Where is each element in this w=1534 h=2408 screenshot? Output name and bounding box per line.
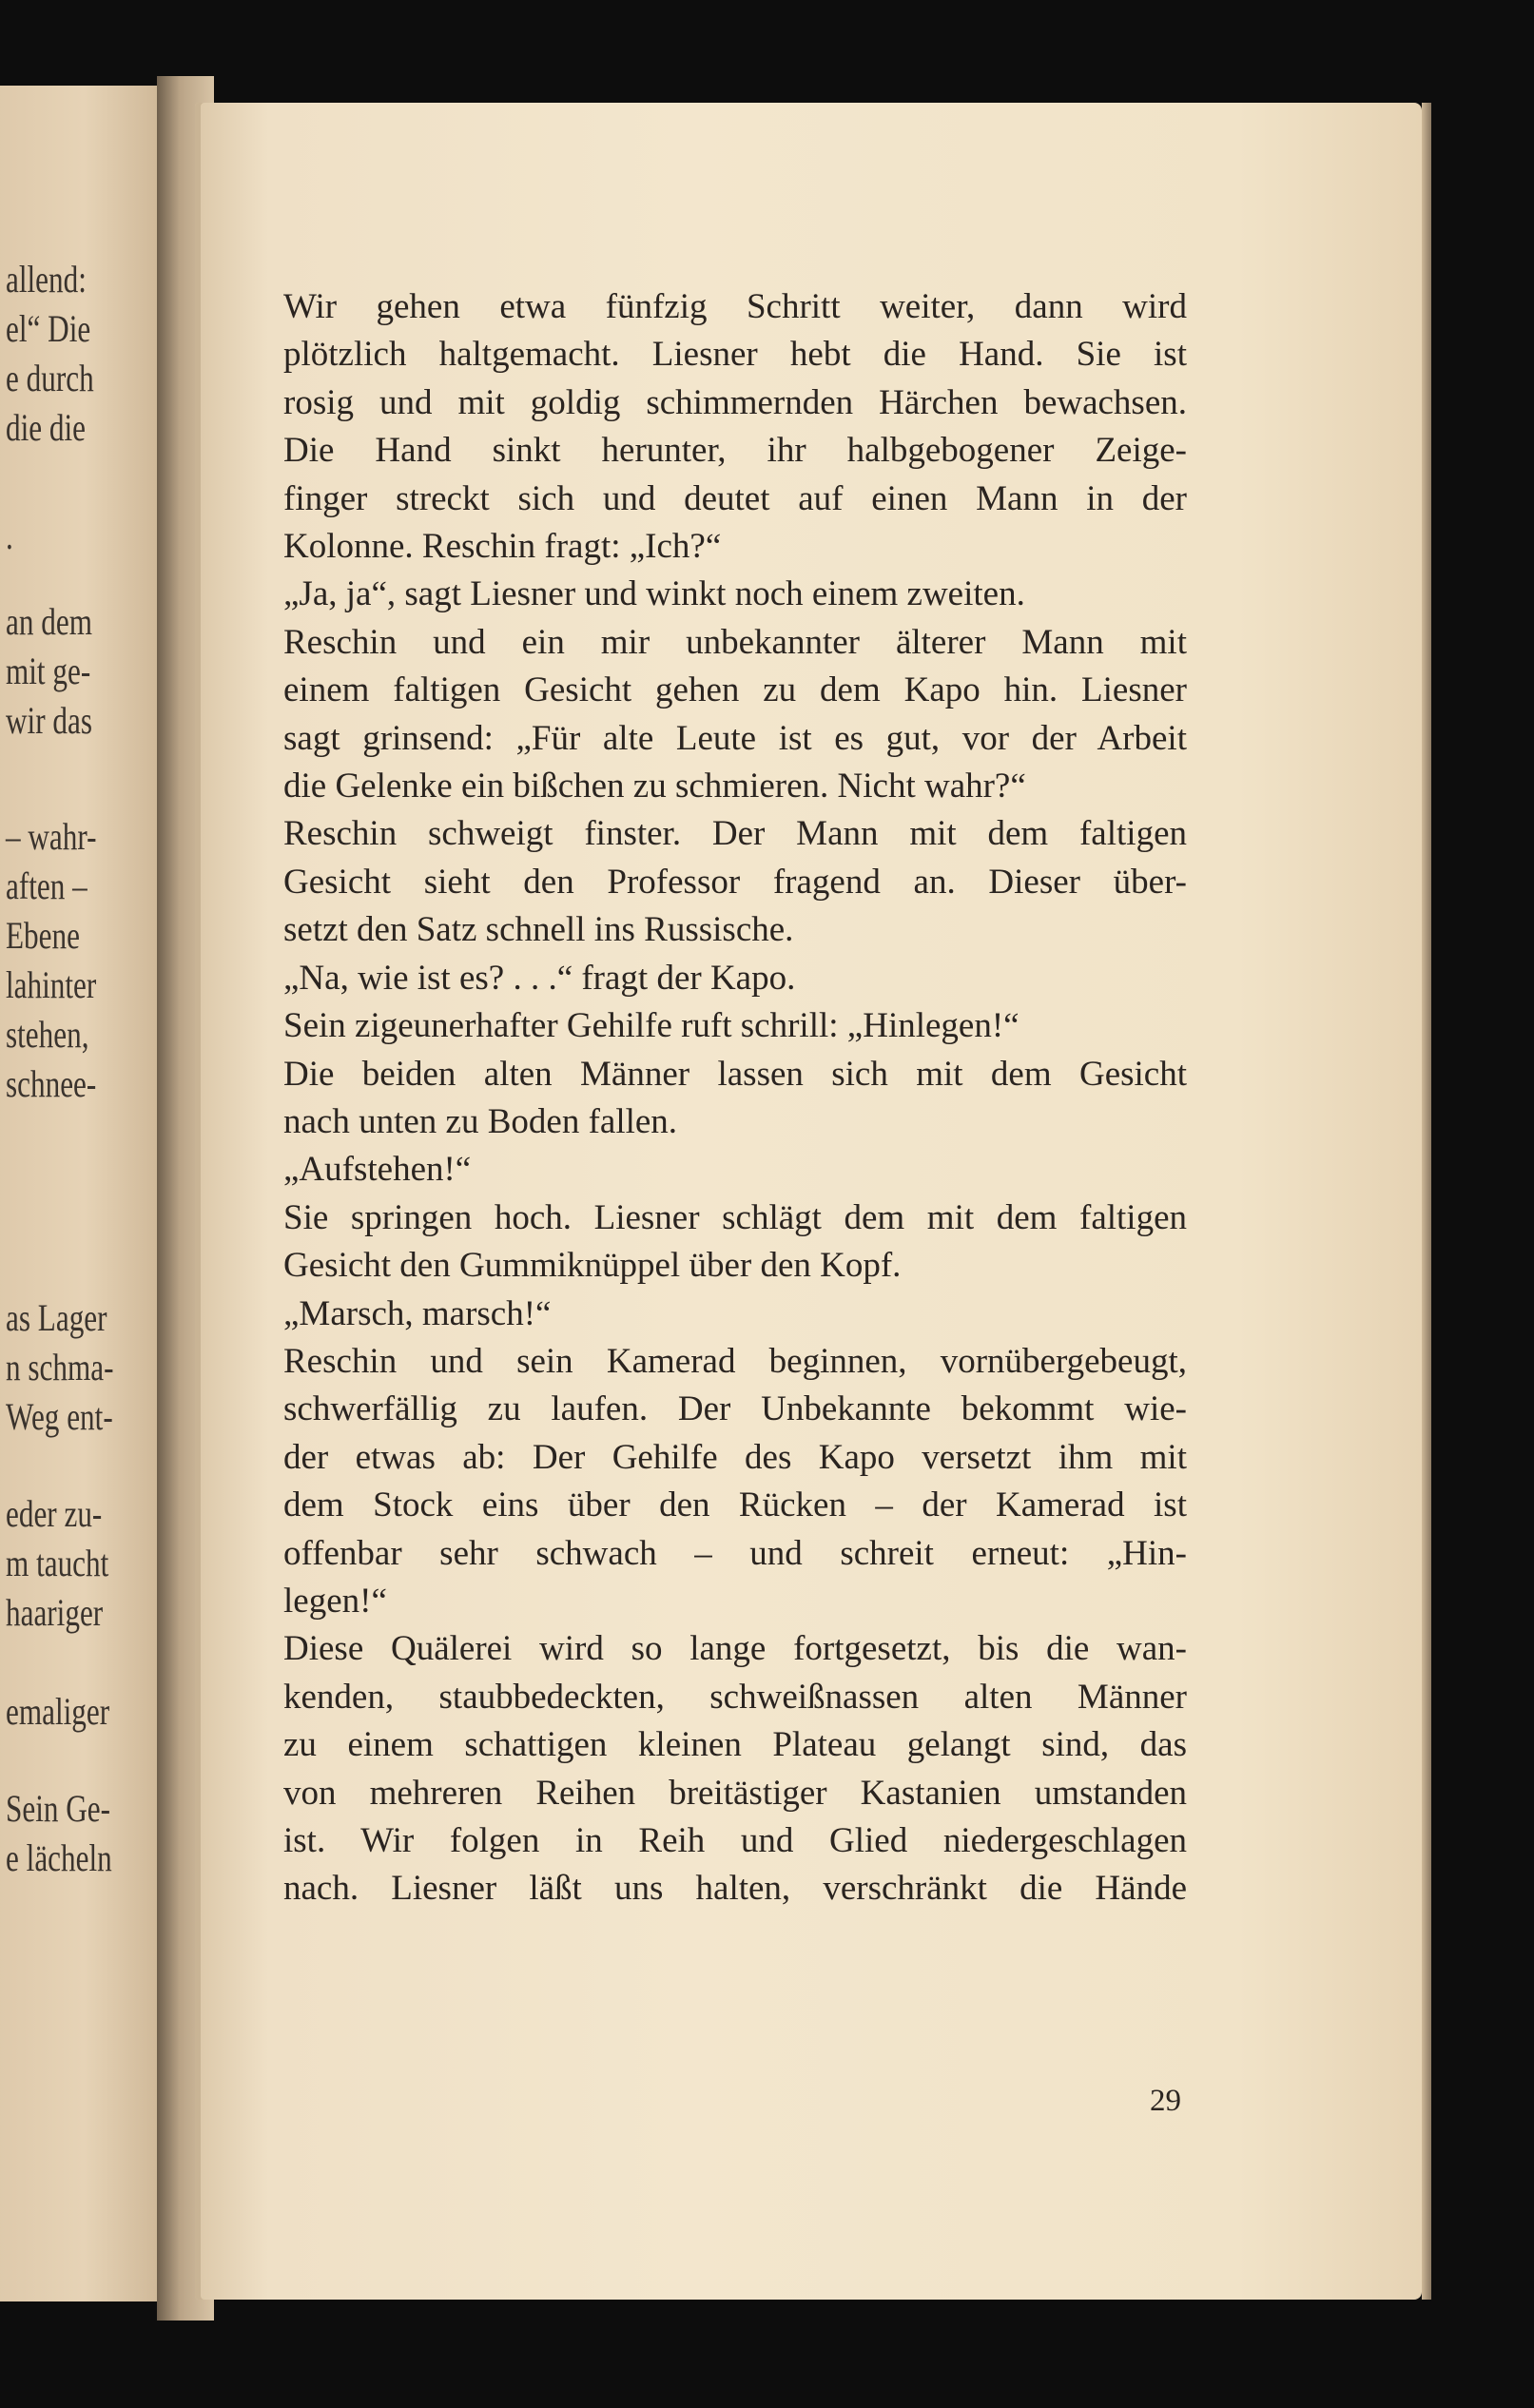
page-edge [1422,103,1431,2300]
left-page-fragment: wir das [6,699,92,742]
text-line: „Aufstehen!“ [283,1150,472,1190]
left-page-fragment: n schma- [6,1346,114,1388]
text-line: Wir gehen etwa fünfzig Schritt weiter, dann wird [283,287,1187,326]
left-page-fragment: haariger [6,1591,104,1634]
left-page-fragment: m taucht [6,1542,109,1584]
text-line: kenden, staubbedeckten, schweißnassen alten Männer [283,1677,1187,1717]
text-line: ist. Wir folgen in Reih und Glied niedergeschlagen [283,1821,1187,1860]
left-page-fragment: eder zu- [6,1492,103,1535]
text-line: „Ja, ja“, sagt Liesner und winkt noch einem zweiten. [283,574,1025,614]
text-line: rosig und mit goldig schimmernden Härchen bewachsen. [283,382,1187,422]
left-page-fragment: Ebene [6,914,80,957]
text-line: setzt den Satz schnell ins Russische. [283,910,794,950]
text-line: Die Hand sinkt herunter, ihr halbgebogener Zeige- [283,431,1187,471]
text-line: einem faltigen Gesicht gehen zu dem Kapo hin. Liesner [283,670,1187,710]
text-line: von mehreren Reihen breitästiger Kastanien umstanden [283,1773,1187,1813]
body-text [283,283,1187,1913]
text-line: Reschin und ein mir unbekannter älterer Mann mit [283,622,1187,662]
left-page-fragment: Weg ent- [6,1395,113,1438]
left-page-fragment: allend: [6,258,87,301]
text-line: finger streckt sich und deutet auf einen Mann in der [283,478,1187,518]
left-page-fragment: el“ Die [6,307,91,350]
left-page-fragment: an dem [6,600,92,643]
text-line: Sie springen hoch. Liesner schlägt dem mit dem faltigen [283,1197,1187,1237]
text-line: plötzlich haltgemacht. Liesner hebt die Hand. Sie ist [283,335,1187,375]
text-line: „Marsch, marsch!“ [283,1293,552,1333]
left-page-fragment: mit ge- [6,650,91,692]
left-page-fragment: e durch [6,357,94,399]
text-line: nach unten zu Boden fallen. [283,1101,678,1141]
left-page-fragment: emaliger [6,1690,110,1733]
text-line: nach. Liesner läßt uns halten, verschränkt die Hände [283,1869,1187,1909]
text-line: schwerfällig zu laufen. Der Unbekannte bekommt wie- [283,1389,1187,1429]
left-page-fragment: as Lager [6,1296,107,1339]
left-page-fragment: stehen, [6,1013,89,1056]
text-line: sagt grinsend: „Für alte Leute ist es gut, vor der Arbeit [283,718,1187,758]
text-line: Diese Quälerei wird so lange fortgesetzt, bis die wan- [283,1629,1187,1669]
left-page-fragment: schnee- [6,1062,97,1105]
current-page [195,103,1422,2300]
text-line: Kolonne. Reschin fragt: „Ich?“ [283,527,722,567]
text-line: zu einem schattigen kleinen Plateau gelangt sind, das [283,1725,1187,1765]
text-line: Gesicht den Gummiknüppel über den Kopf. [283,1246,902,1286]
page-number: 29 [1150,2084,1181,2118]
text-line: die Gelenke ein bißchen zu schmieren. Nicht wahr?“ [283,767,1026,806]
text-line: Reschin und sein Kamerad beginnen, vornübergebeugt, [283,1341,1187,1381]
left-page-fragment: e lächeln [6,1836,112,1879]
text-line: der etwas ab: Der Gehilfe des Kapo versetzt ihm mit [283,1437,1187,1477]
left-page-fragment: die die [6,406,87,449]
text-line: legen!“ [283,1581,387,1621]
left-page-fragment: lahinter [6,963,97,1006]
left-page-fragment: aften – [6,864,87,907]
left-page-fragment: . [6,515,13,557]
text-line: Gesicht sieht den Professor fragend an. Dieser über- [283,862,1187,902]
left-page-fragment: – wahr- [6,815,97,858]
text-line: offenbar sehr schwach – und schreit erneut: „Hin- [283,1533,1187,1573]
text-line: „Na, wie ist es? . . .“ fragt der Kapo. [283,958,796,998]
text-line: Die beiden alten Männer lassen sich mit dem Gesicht [283,1054,1187,1094]
left-page-fragment: Sein Ge- [6,1787,111,1830]
text-line: Reschin schweigt finster. Der Mann mit dem faltigen [283,814,1187,854]
text-line: dem Stock eins über den Rücken – der Kamerad ist [283,1486,1187,1525]
text-line: Sein zigeunerhafter Gehilfe ruft schrill: „Hinlegen!“ [283,1006,1019,1046]
